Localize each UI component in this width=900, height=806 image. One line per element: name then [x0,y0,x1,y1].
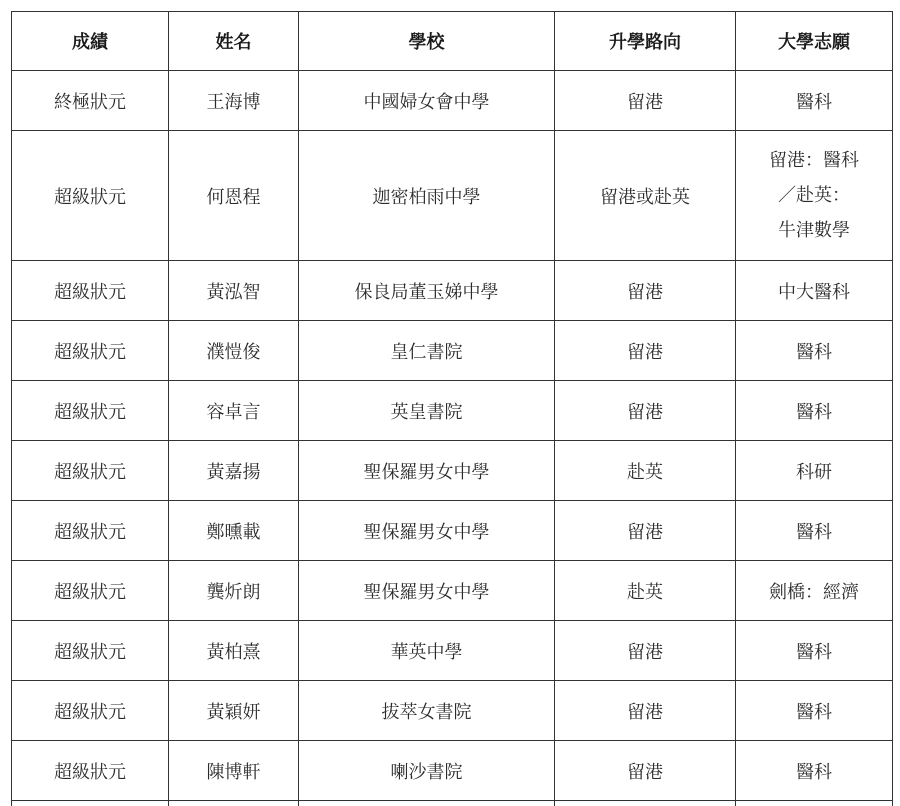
wish-line: ／赴英： [778,185,850,206]
cell-grade: 超級狀元 [12,561,169,621]
cell-empty [555,801,736,806]
table-row [12,261,893,321]
cell-school: 聖保羅男女中學 [299,441,555,501]
table-row [12,501,893,561]
cell-path: 留港 [555,381,736,441]
cell-name: 鄭曛載 [169,501,299,561]
cell-school: 聖保羅男女中學 [299,561,555,621]
header-path: 升學路向 [555,12,736,71]
table-body [12,71,893,806]
header-wish: 大學志願 [736,12,893,71]
cell-name: 容卓言 [169,381,299,441]
cell-empty [299,801,555,806]
cell-wish [736,501,893,561]
table-row [12,561,893,621]
cell-path: 赴英 [555,441,736,501]
cell-wish [736,741,893,801]
wish-line: 牛津數學 [778,220,850,241]
cell-wish [736,321,893,381]
cell-name: 陳博軒 [169,741,299,801]
cell-path: 留港 [555,681,736,741]
cell-name: 黃泓智 [169,261,299,321]
cell-name: 濮愷俊 [169,321,299,381]
cell-grade: 超級狀元 [12,681,169,741]
cell-grade: 超級狀元 [12,381,169,441]
cell-grade: 超級狀元 [12,441,169,501]
table-row [12,381,893,441]
cell-path: 留港 [555,71,736,131]
cell-path: 留港 [555,321,736,381]
cell-wish [736,261,893,321]
cell-empty [12,801,169,806]
table-row [12,681,893,741]
table-header-row [12,12,893,71]
table-row [12,71,893,131]
cell-path: 留港 [555,261,736,321]
cell-school: 保良局董玉娣中學 [299,261,555,321]
cell-grade: 超級狀元 [12,621,169,681]
table-row [12,131,893,261]
cell-path: 留港 [555,621,736,681]
cell-wish [736,381,893,441]
cell-empty [169,801,299,806]
results-table-container [11,11,892,806]
cell-name: 王海博 [169,71,299,131]
wish-line: 中大醫科 [778,281,850,303]
cell-wish [736,681,893,741]
cell-wish [736,441,893,501]
header-name: 姓名 [169,12,299,71]
cell-path: 留港 [555,501,736,561]
cell-school: 英皇書院 [299,381,555,441]
cell-grade: 超級狀元 [12,321,169,381]
wish-line: 醫科 [796,521,832,543]
cell-name: 龔炘朗 [169,561,299,621]
table-row-partial [12,801,893,806]
table-row [12,321,893,381]
cell-name: 何恩程 [169,131,299,261]
cell-name: 黃柏熹 [169,621,299,681]
cell-wish [736,71,893,131]
cell-name: 黃嘉揚 [169,441,299,501]
cell-path: 赴英 [555,561,736,621]
results-table [11,11,893,806]
wish-line: 醫科 [796,341,832,363]
wish-line: 醫科 [796,401,832,423]
cell-school: 華英中學 [299,621,555,681]
table-row [12,441,893,501]
cell-school: 中國婦女會中學 [299,71,555,131]
cell-wish [736,131,893,261]
cell-school: 聖保羅男女中學 [299,501,555,561]
wish-line: 醫科 [796,761,832,783]
table-row [12,741,893,801]
wish-line: 留港：醫科 [769,150,859,171]
cell-grade: 超級狀元 [12,501,169,561]
wish-line: 醫科 [796,641,832,663]
cell-name: 黃穎妍 [169,681,299,741]
cell-path: 留港 [555,741,736,801]
cell-school: 皇仁書院 [299,321,555,381]
cell-empty [736,801,893,806]
cell-path: 留港或赴英 [555,131,736,261]
wish-line: 醫科 [796,701,832,723]
wish-line: 劍橋：經濟 [769,581,859,603]
cell-school: 拔萃女書院 [299,681,555,741]
header-school: 學校 [299,12,555,71]
wish-line: 醫科 [796,91,832,113]
cell-wish [736,561,893,621]
cell-wish [736,621,893,681]
cell-school: 喇沙書院 [299,741,555,801]
table-row [12,621,893,681]
cell-grade: 終極狀元 [12,71,169,131]
cell-school: 迦密柏雨中學 [299,131,555,261]
cell-grade: 超級狀元 [12,741,169,801]
cell-grade: 超級狀元 [12,131,169,261]
wish-line: 科研 [796,461,832,483]
header-grade: 成績 [12,12,169,71]
cell-grade: 超級狀元 [12,261,169,321]
